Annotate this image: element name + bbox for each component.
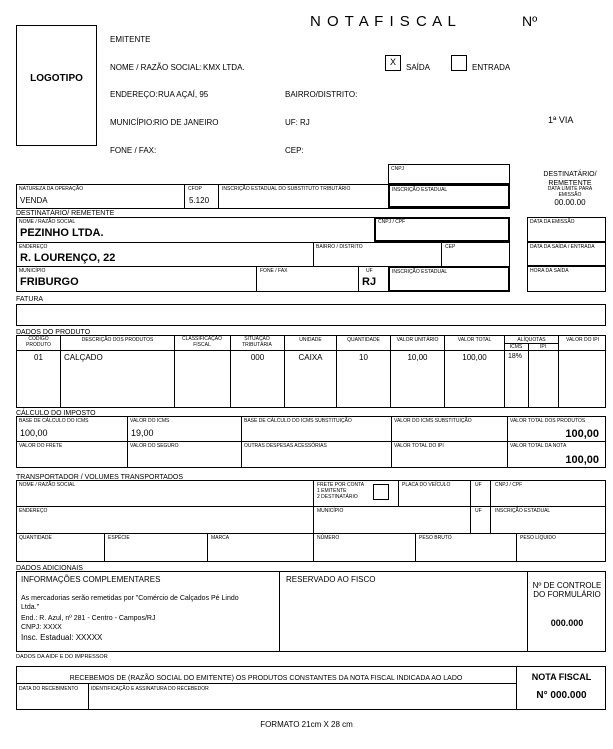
transp-div-i: [516, 533, 517, 562]
transp-div-g: [313, 533, 314, 562]
emitente-nome-value: KMX LTDA.: [203, 63, 245, 72]
recibo-data-label: DATA DO RECEBIMENTO: [19, 686, 79, 692]
transp-cnpj-label: CNPJ / CPF: [495, 482, 523, 488]
emitente-uf-label: UF:: [285, 118, 298, 127]
cfop-label: CFOP: [188, 186, 202, 192]
transp-div-f: [207, 533, 208, 562]
destinatario-section: DESTINATÁRIO/ REMETENTE: [16, 210, 115, 217]
emitente-endereco-label: ENDEREÇO:: [110, 90, 158, 99]
prod-h-situacao: SITUAÇÃO TRIBUTÁRIA: [242, 336, 272, 348]
prod-col-1: [60, 335, 61, 408]
prod-row-situacao: 000: [250, 353, 265, 362]
transp-municipio-label: MUNICÍPIO: [317, 508, 344, 514]
dest-cnpj-label: CNPJ / CPF: [378, 219, 406, 225]
transp-marca-label: MARCA: [211, 535, 230, 541]
placa-label: PLACA DO VEÍCULO: [402, 482, 451, 488]
prod-h-classificacao: CLASSIFICAÇÃO FISCAL: [181, 336, 222, 348]
prod-col-5: [336, 335, 337, 408]
prod-row-icms: 18%: [508, 353, 523, 360]
prod-col-9: [528, 343, 529, 408]
emitente-nome-label: NOME / RAZÃO SOCIAL:: [110, 63, 203, 72]
saida-mark: X: [389, 57, 396, 67]
entrada-checkbox[interactable]: [451, 55, 467, 71]
emitente-endereco-value: RUA AÇAÍ, 95: [158, 90, 209, 99]
impressor-section: DADOS DA AIDF E DO IMPRESSOR: [16, 654, 108, 660]
transp-endereco-label: ENDEREÇO: [19, 508, 48, 514]
valor-icms-value: 19,00: [131, 428, 154, 438]
transp-ie-label: INSCRIÇÃO ESTADUAL: [495, 508, 551, 514]
transp-div-d: [490, 480, 491, 533]
logo-text: LOGOTIPO: [30, 73, 83, 84]
via-label: 1ª VIA: [548, 115, 574, 125]
info-line-3: End.: R. Azul, nº 281 - Centro - Campos/RJ: [21, 615, 156, 622]
transp-peso-bruto-label: PESO BRUTO: [419, 535, 452, 541]
dest-div-uf: [358, 266, 359, 292]
dest-endereco-value: R. LOURENÇO, 22: [20, 252, 116, 264]
natureza-left-line: [16, 184, 17, 208]
prod-col-6: [390, 335, 391, 408]
prod-h-icms: ICMS: [509, 344, 523, 350]
dest-div-cep: [441, 242, 442, 266]
prod-row-codigo: 01: [34, 353, 43, 362]
prod-row-unidade: CAIXA: [298, 353, 323, 362]
transp-div-h: [415, 533, 416, 562]
calc-div-3: [391, 416, 392, 468]
transp-line-1: [16, 506, 606, 507]
prod-h-unitario: VALOR UNITÁRIO: [396, 337, 439, 343]
dest-div-bairro: [313, 242, 314, 266]
info-line-4: CNPJ: XXXX: [21, 624, 62, 631]
natureza-bottom-line: [16, 208, 510, 209]
dest-municipio-label: MUNICÍPIO: [19, 268, 46, 274]
dest-ie-label: INSCRIÇÃO ESTADUAL: [392, 269, 448, 275]
cnpj-emitente-label: CNPJ: [391, 166, 405, 172]
transp-div-b: [398, 480, 399, 506]
frete-label: VALOR DO FRETE: [19, 443, 63, 449]
recibo-div-1: [88, 683, 89, 710]
entrada-label: ENTRADA: [472, 63, 511, 72]
prod-row-quantidade: 10: [359, 353, 368, 362]
valor-icms-label: VALOR DO ICMS: [130, 418, 170, 424]
prod-h-codigo: CÓDIGO PRODUTO: [26, 336, 51, 348]
total-produtos-label: VALOR TOTAL DOS PRODUTOS: [510, 418, 586, 424]
emitente-bairro-label: BAIRRO/DISTRITO:: [285, 90, 358, 99]
prod-col-7: [444, 335, 445, 408]
total-nota-value: 100,00: [565, 454, 599, 466]
transp-div-c: [470, 480, 471, 533]
ie-subst-label: INSCRIÇÃO ESTADUAL DO SUBSTITUTO TRIBUTÁRIO: [222, 186, 351, 192]
base-subst-label: BASE DE CÁLCULO DO ICMS SUBSTITUIÇÃO: [244, 418, 352, 424]
natureza-value: VENDA: [20, 196, 48, 205]
adicionais-section: DADOS ADICIONAIS: [16, 565, 83, 572]
info-line-1: As mercadorias serão remetidas por "Comércio de Calçados Pé Lindo: [21, 595, 239, 602]
frete-conta-checkbox[interactable]: [373, 484, 389, 500]
emitente-municipio-label: MUNICÍPIO:: [110, 118, 155, 127]
calculo-mid-line: [16, 441, 606, 442]
hora-saida-label: HORA DA SAÍDA: [530, 268, 569, 274]
recibo-nf-number: N° 000.000: [536, 690, 587, 701]
dest-rem-title: DESTINATÁRIO/ REMETENTE: [543, 171, 597, 187]
natureza-div-1: [184, 184, 185, 208]
prod-h-ipi: IPI: [539, 344, 547, 350]
fatura-box: [16, 304, 606, 326]
cfop-value: 5.120: [189, 196, 210, 205]
total-produtos-value: 100,00: [565, 428, 599, 440]
prod-col-4: [284, 335, 285, 408]
info-line-5: Insc. Estadual: XXXXX: [21, 633, 103, 642]
prod-h-descricao: DESCRIÇÃO DOS PRODUTOS: [81, 337, 154, 343]
data-emissao-label: DATA DA EMISSÃO: [530, 219, 575, 225]
cnpj-emitente-box: [388, 164, 510, 184]
recibo-ident-label: IDENTIFICAÇÃO E ASSINATURA DO RECEBEDOR: [91, 686, 209, 692]
dest-fone-label: FONE / FAX: [260, 268, 288, 274]
data-saida-label: DATA DA SAÍDA / ENTRADA: [530, 244, 595, 250]
transp-peso-liquido-label: PESO LÍQUIDO: [520, 535, 556, 541]
base-icms-label: BASE DE CÁLCULO DO ICMS: [19, 418, 89, 424]
formato-label: FORMATO 21cm X 28 cm: [260, 720, 353, 729]
prod-row-total: 100,00: [462, 353, 487, 362]
prod-h-unidade: UNIDADE: [299, 337, 322, 343]
document-title: N O T A F I S C A L: [310, 13, 457, 30]
info-complementares-label: INFORMAÇÕES COMPLEMENTARES: [21, 575, 161, 584]
emitente-municipio-value: RIO DE JANEIRO: [154, 118, 219, 127]
saida-label: SAÍDA: [406, 63, 431, 72]
emitente-label: EMITENTE: [110, 35, 151, 44]
transp-quantidade-label: QUANTIDADE: [19, 535, 52, 541]
fatura-section: FATURA: [16, 296, 44, 303]
prod-h-total: VALOR TOTAL: [457, 337, 492, 343]
prod-h-valor-ipi: VALOR DO IPI: [566, 337, 599, 343]
dest-div-fone: [256, 266, 257, 292]
natureza-label: NATUREZA DA OPERAÇÃO: [19, 186, 84, 192]
transp-div-a: [313, 480, 314, 533]
prod-col-10: [558, 335, 559, 408]
prod-row-unitario: 10,00: [407, 353, 428, 362]
emitente-cep-label: CEP:: [285, 146, 304, 155]
prod-col-2: [174, 335, 175, 408]
transp-uf-label: UF: [475, 482, 482, 488]
seguro-label: VALOR DO SEGURO: [130, 443, 179, 449]
frete-conta-label-3: 2 DESTINATÁRIO: [317, 494, 358, 500]
data-limite-value: 00.00.00: [554, 198, 586, 207]
total-nota-label: VALOR TOTAL DA NOTA: [510, 443, 567, 449]
prod-h-aliquotas: ALÍQUOTAS: [517, 337, 546, 343]
dest-endereco-label: ENDEREÇO: [19, 244, 48, 250]
dest-cep-label: CEP: [445, 244, 456, 250]
recibo-text: RECEBEMOS DE (RAZÃO SOCIAL DO EMITENTE) OS PRODUTOS CONSTANTES DA NOTA FISCAL INDICADA AO LADO: [69, 675, 463, 682]
produtos-section: DADOS DO PRODUTO: [16, 329, 91, 336]
calc-div-2: [241, 416, 242, 468]
produtos-header-line: [16, 350, 606, 351]
nf-number-label: Nº: [522, 13, 538, 29]
dest-nome-value: PEZINHO LTDA.: [20, 227, 104, 239]
transp-nome-label: NOME / RAZÃO SOCIAL: [19, 482, 76, 488]
calc-div-1: [127, 416, 128, 468]
outras-label: OUTRAS DESPESAS ACESSÓRIAS: [244, 443, 327, 449]
emitente-fone-label: FONE / FAX:: [110, 146, 157, 155]
controle-value: 000.000: [550, 618, 584, 628]
prod-row-descricao: CALÇADO: [64, 353, 103, 362]
valor-subst-label: VALOR DO ICMS SUBSTITUIÇÃO: [394, 418, 472, 424]
controle-label-2: DO FORMULÁRIO: [533, 590, 601, 599]
calculo-section: CÁLCULO DO IMPOSTO: [16, 410, 96, 417]
recibo-mid-line: [16, 683, 516, 684]
controle-label-1: Nº DE CONTROLE: [532, 581, 602, 590]
transp-uf2-label: UF: [475, 508, 482, 514]
frete-conta-label-1: FRETE POR CONTA: [317, 482, 365, 488]
prod-h-quantidade: QUANTIDADE: [347, 337, 380, 343]
emitente-uf-value: RJ: [300, 118, 310, 127]
ipi-total-label: VALOR TOTAL DO IPI: [394, 443, 444, 449]
frete-conta-label-2: 1 EMITENTE: [317, 488, 347, 494]
prod-col-3: [230, 335, 231, 408]
reservado-fisco-label: RESERVADO AO FISCO: [286, 575, 376, 584]
transportador-section: TRANSPORTADOR / VOLUMES TRANSPORTADOS: [16, 474, 183, 481]
transp-especie-label: ESPÉCIE: [108, 535, 130, 541]
natureza-div-2: [218, 184, 219, 208]
dest-municipio-value: FRIBURGO: [20, 276, 79, 288]
transp-numero-label: NÚMERO: [317, 535, 340, 541]
dest-uf-value: RJ: [362, 276, 377, 288]
dest-uf-label: UF: [366, 268, 373, 274]
base-icms-value: 100,00: [20, 428, 48, 438]
ie-emitente-label: INSCRIÇÃO ESTADUAL: [392, 187, 448, 193]
dest-bairro-label: BAIRRO / DISTRITO: [316, 244, 363, 250]
recibo-nf-label: NOTA FISCAL: [531, 672, 592, 682]
transp-div-e: [104, 533, 105, 562]
logo-box: [16, 25, 97, 146]
info-line-2: Ltda.": [21, 604, 40, 611]
adicionais-div-1: [279, 571, 280, 652]
dest-nome-label: NOME / RAZÃO SOCIAL: [19, 219, 76, 225]
dest-row-line-1: [16, 242, 510, 243]
data-limite-label: DATA LIMITE PARA EMISSÃO: [547, 186, 593, 198]
